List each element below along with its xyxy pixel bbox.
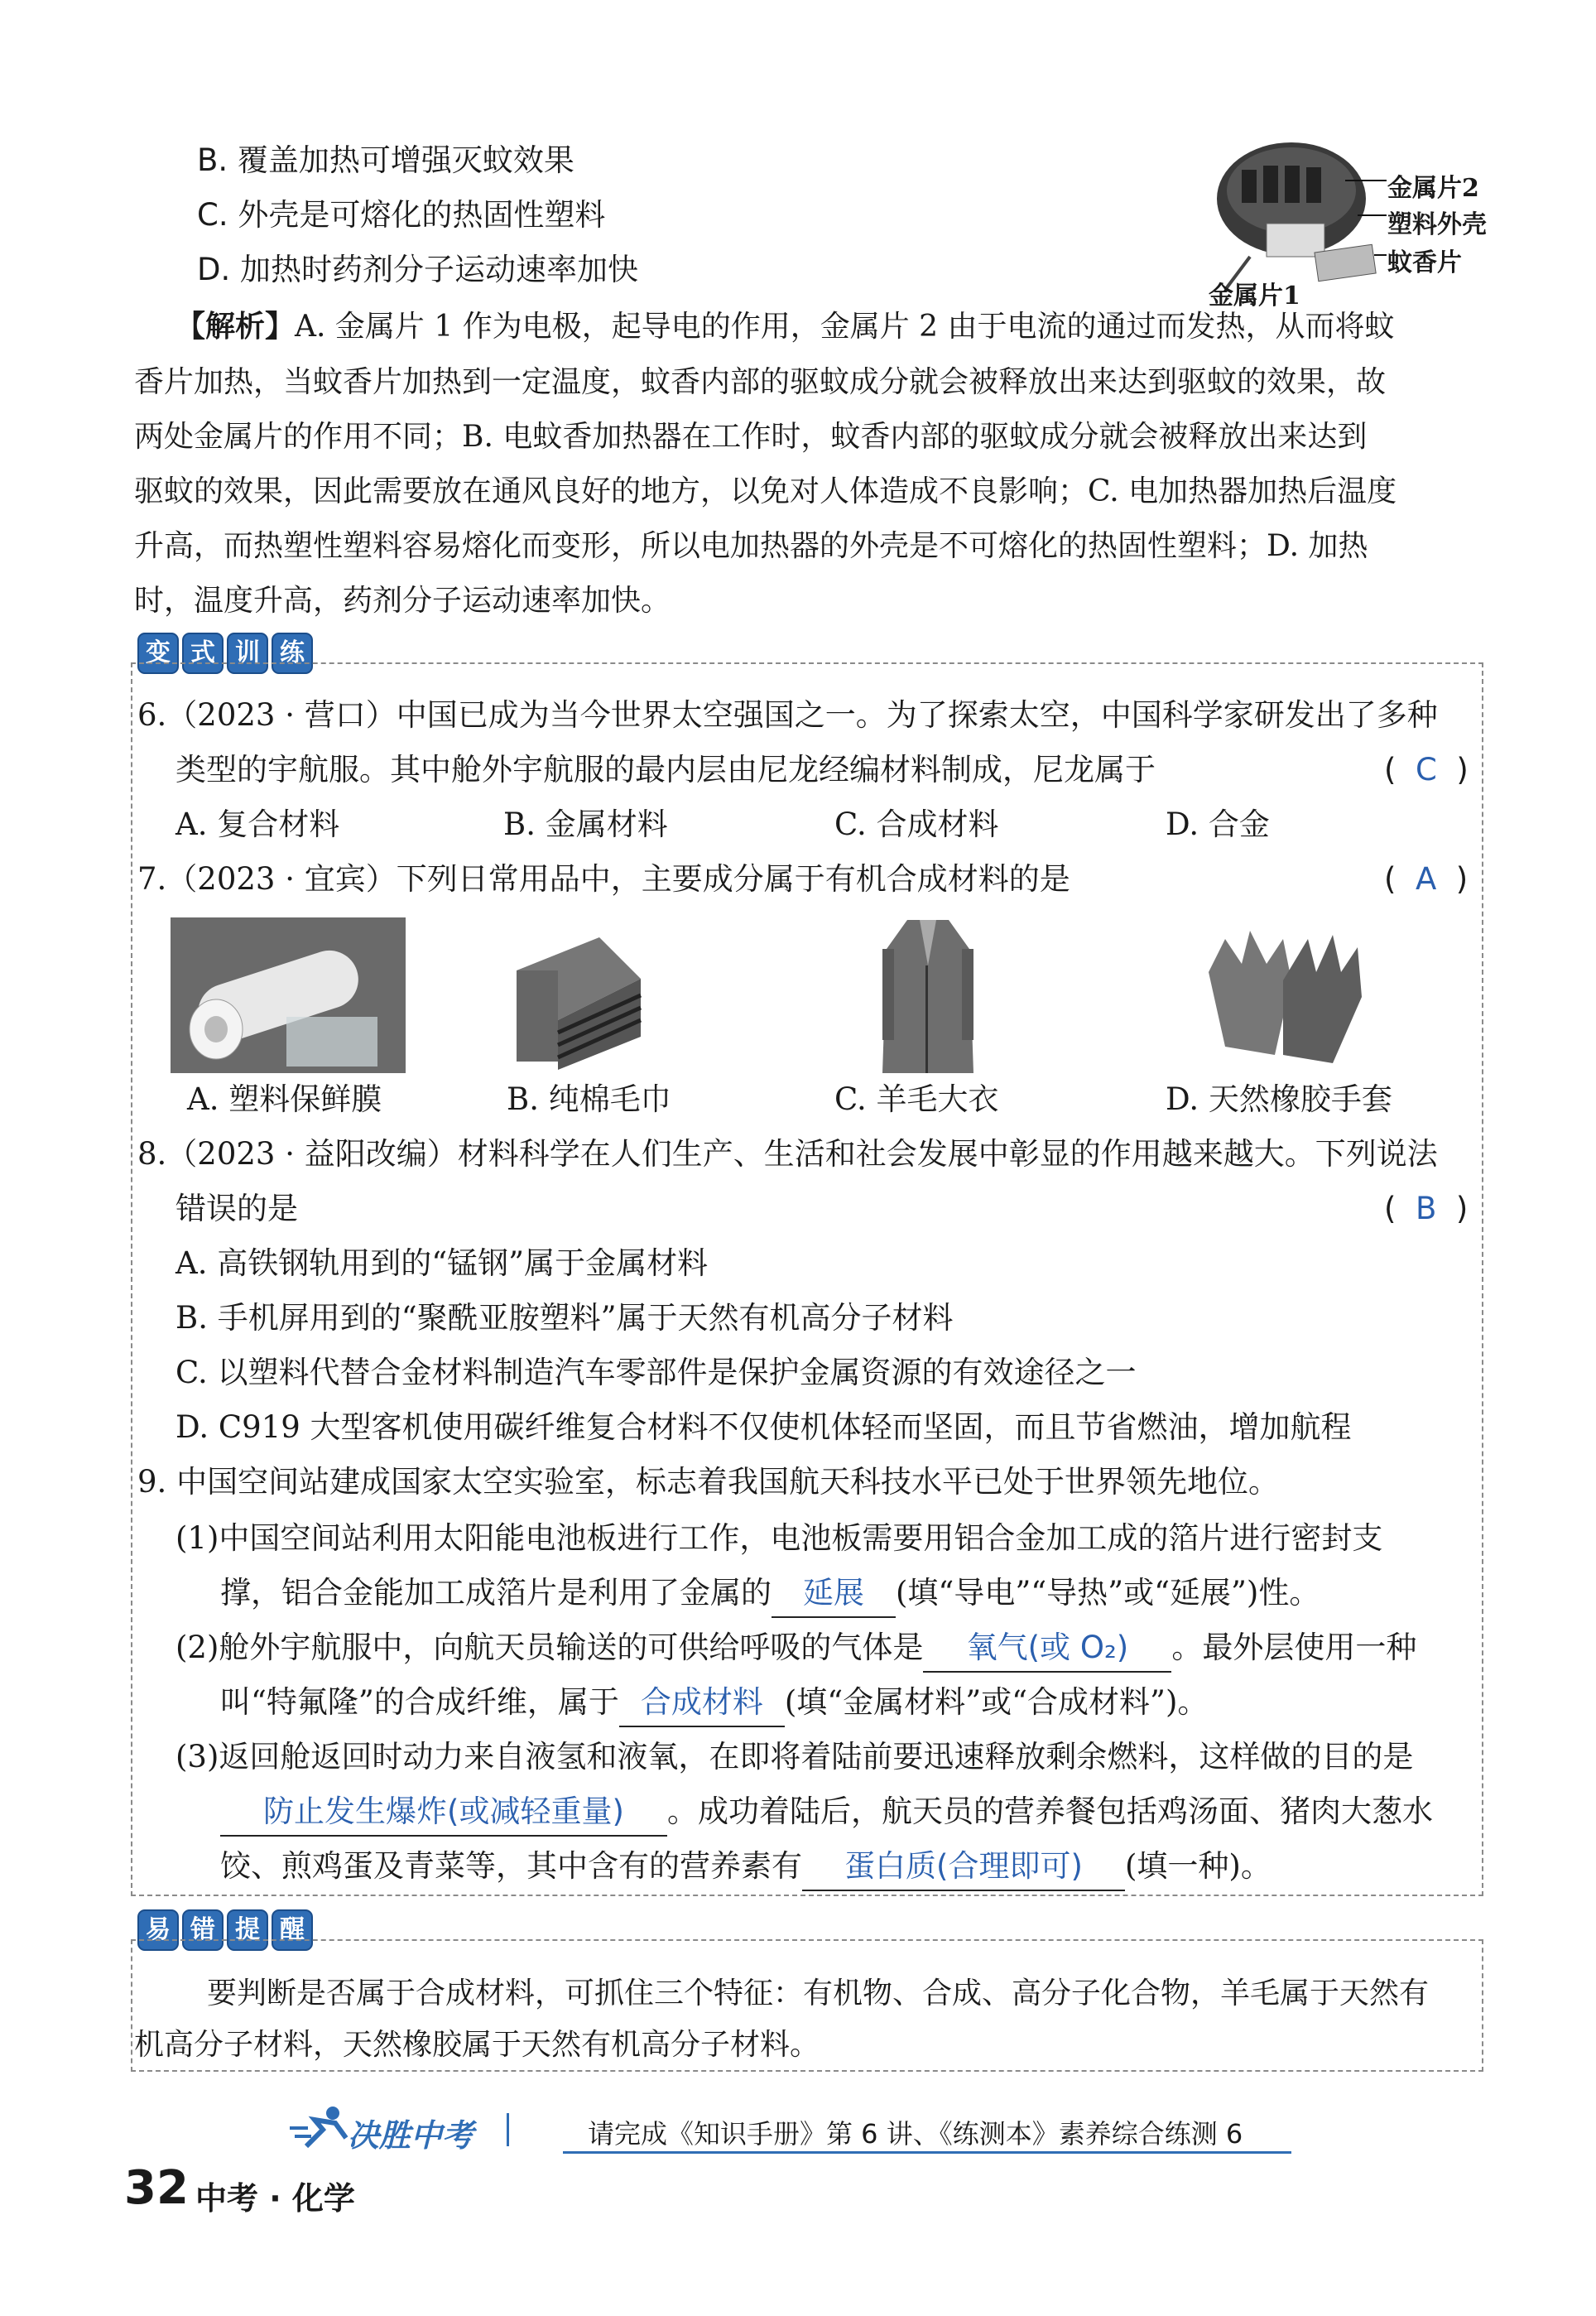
q8-answer-paren: ( B ) bbox=[1384, 1191, 1469, 1226]
q7-answer-paren: ( A ) bbox=[1384, 861, 1469, 897]
runner-icon bbox=[290, 2105, 356, 2151]
q5-option-c: C. 外壳是可熔化的热固性塑料 bbox=[197, 197, 606, 233]
q8-option-d: D. C919 大型客机使用碳纤维复合材料不仅使机体轻而坚固，而且节省燃油，增加航程 bbox=[175, 1409, 1352, 1445]
tip-badge: 易 错 提 醒 bbox=[137, 1909, 316, 1948]
analysis-line-6: 时，温度升高，药剂分子运动速率加快。 bbox=[134, 584, 671, 618]
analysis-line-3: 两处金属片的作用不同；B. 电蚊香加热器在工作时，蚊香内部的驱蚊成分就会被释放出来达到 bbox=[134, 420, 1368, 454]
q8-answer: B bbox=[1415, 1191, 1437, 1226]
q6-option-a: A. 复合材料 bbox=[175, 807, 340, 842]
q8-stem-line-2: 错误的是 bbox=[175, 1191, 298, 1226]
footer-banner bbox=[290, 2110, 1291, 2154]
q6-stem-line-2: 类型的宇航服。其中舱外宇航服的最内层由尼龙经编材料制成，尼龙属于 bbox=[175, 752, 1156, 787]
rubber-gloves-image bbox=[1192, 922, 1374, 1075]
q9-part1-answer: 延展 bbox=[772, 1570, 896, 1618]
page-number: 32 bbox=[124, 2161, 189, 2215]
analysis-line-5: 升高，而热塑性塑料容易熔化而变形，所以电加热器的外壳是不可熔化的热固性塑料；D. 加热 bbox=[134, 529, 1368, 563]
q8-stem-line-1: 8.（2023 · 益阳改编）材料科学在人们生产、生活和社会发展中彰显的作用越来越大。下列说法 bbox=[137, 1136, 1438, 1172]
page-subject: 中考 · 化学 bbox=[195, 2180, 355, 2217]
analysis-line-4: 驱蚊的效果，因此需要放在通风良好的地方，以免对人体造成不良影响；C. 电加热器加热后温度 bbox=[134, 474, 1397, 508]
q9-part2-answer-2: 合成材料 bbox=[619, 1679, 785, 1727]
q6-option-c: C. 合成材料 bbox=[834, 807, 999, 842]
q6-answer: C bbox=[1415, 752, 1437, 787]
practice-badge: 变 式 训 练 bbox=[137, 633, 316, 671]
q6-answer-paren: ( C ) bbox=[1384, 752, 1469, 787]
q9-part2-line2: 叫“特氟隆”的合成纤维，属于 合成材料 (填“金属材料”或“合成材料”)。 bbox=[220, 1679, 1208, 1727]
q7-answer: A bbox=[1415, 861, 1437, 897]
analysis-tag: 【解析】 bbox=[175, 309, 296, 344]
q5-option-d: D. 加热时药剂分子运动速率加快 bbox=[197, 252, 639, 287]
q9-stem: 9. 中国空间站建成国家太空实验室，标志着我国航天科技水平已处于世界领先地位。 bbox=[137, 1464, 1280, 1500]
q8-option-a: A. 高铁钢轨用到的“锰钢”属于金属材料 bbox=[175, 1245, 709, 1281]
q9-part3-answer-2: 蛋白质(合理即可) bbox=[802, 1843, 1125, 1891]
q6-option-b: B. 金属材料 bbox=[503, 807, 668, 842]
q7-option-d: D. 天然橡胶手套 bbox=[1166, 1081, 1392, 1117]
q9-part3-line1: (3)返回舱返回时动力来自液氢和液氧，在即将着陆前要迅速释放剩余燃料，这样做的目的是 bbox=[175, 1739, 1414, 1774]
footer-underline bbox=[563, 2151, 1291, 2154]
q9-part1-line1: (1)中国空间站利用太阳能电池板进行工作，电池板需要用铝合金加工成的箔片进行密封支 bbox=[175, 1520, 1383, 1556]
figure-label-metal-1: 金属片1 bbox=[1209, 282, 1300, 311]
q8-option-c: C. 以塑料代替合金材料制造汽车零部件是保护金属资源的有效途径之一 bbox=[175, 1355, 1137, 1390]
q7-stem: 7.（2023 · 宜宾）下列日常用品中，主要成分属于有机合成材料的是 bbox=[137, 861, 1070, 897]
q7-option-a: A. 塑料保鲜膜 bbox=[187, 1081, 382, 1117]
q9-part3-answer: 防止发生爆炸(或减轻重量) bbox=[220, 1789, 667, 1837]
q6-option-d: D. 合金 bbox=[1166, 807, 1270, 842]
footer-divider bbox=[507, 2113, 509, 2146]
figure-label-metal-2: 金属片2 bbox=[1387, 174, 1479, 203]
q9-part2-answer: 氧气(或 O₂) bbox=[923, 1625, 1171, 1673]
q7-option-c: C. 羊毛大衣 bbox=[834, 1081, 999, 1117]
q6-stem-line-1: 6.（2023 · 营口）中国已成为当今世界太空强国之一。为了探索太空，中国科学家研发出了多种 bbox=[137, 697, 1438, 733]
figure-label-mosquito-mat: 蚊香片 bbox=[1387, 248, 1462, 277]
tip-line-2: 机高分子材料，天然橡胶属于天然有机高分子材料。 bbox=[134, 2028, 820, 2062]
q9-part1-line2: 撑，铝合金能加工成箔片是利用了金属的 延展 (填“导电”“导热”或“延展”)性。 bbox=[220, 1570, 1320, 1618]
figure-label-plastic-shell: 塑料外壳 bbox=[1387, 210, 1487, 239]
q8-option-b: B. 手机屏用到的“聚酰亚胺塑料”属于天然有机高分子材料 bbox=[175, 1300, 954, 1336]
q9-part3-line2: 防止发生爆炸(或减轻重量) 。成功着陆后，航天员的营养餐包括鸡汤面、猪肉大葱水 bbox=[220, 1789, 1433, 1837]
q7-option-b: B. 纯棉毛巾 bbox=[507, 1081, 671, 1117]
cotton-towel-image bbox=[500, 921, 649, 1073]
tip-line-1: 要判断是否属于合成材料，可抓住三个特征：有机物、合成、高分子化合物，羊毛属于天然有 bbox=[207, 1977, 1430, 2010]
q5-option-b: B. 覆盖加热可增强灭蚊效果 bbox=[197, 142, 574, 178]
analysis-line-2: 香片加热，当蚊香片加热到一定温度，蚊香内部的驱蚊成分就会被释放出来达到驱蚊的效果，故 bbox=[134, 365, 1387, 399]
analysis-line-1: 【解析】A. 金属片 1 作为电极，起导电的作用，金属片 2 由于电流的通过而发热，从而将蚊 bbox=[175, 309, 1395, 344]
footer-text: 请完成《知识手册》第 6 讲、《练测本》素养综合练测 6 bbox=[588, 2118, 1243, 2150]
footer-brand: 决胜中考 bbox=[348, 2117, 474, 2154]
wool-coat-image bbox=[874, 916, 982, 1078]
plastic-wrap-image bbox=[171, 917, 406, 1073]
q9-part3-line3: 饺、煎鸡蛋及青菜等，其中含有的营养素有 蛋白质(合理即可) (填一种)。 bbox=[220, 1843, 1272, 1891]
q9-part2-line1: (2)舱外宇航服中，向航天员输送的可供给呼吸的气体是 氧气(或 O₂) 。最外层使用一种 bbox=[175, 1625, 1416, 1673]
